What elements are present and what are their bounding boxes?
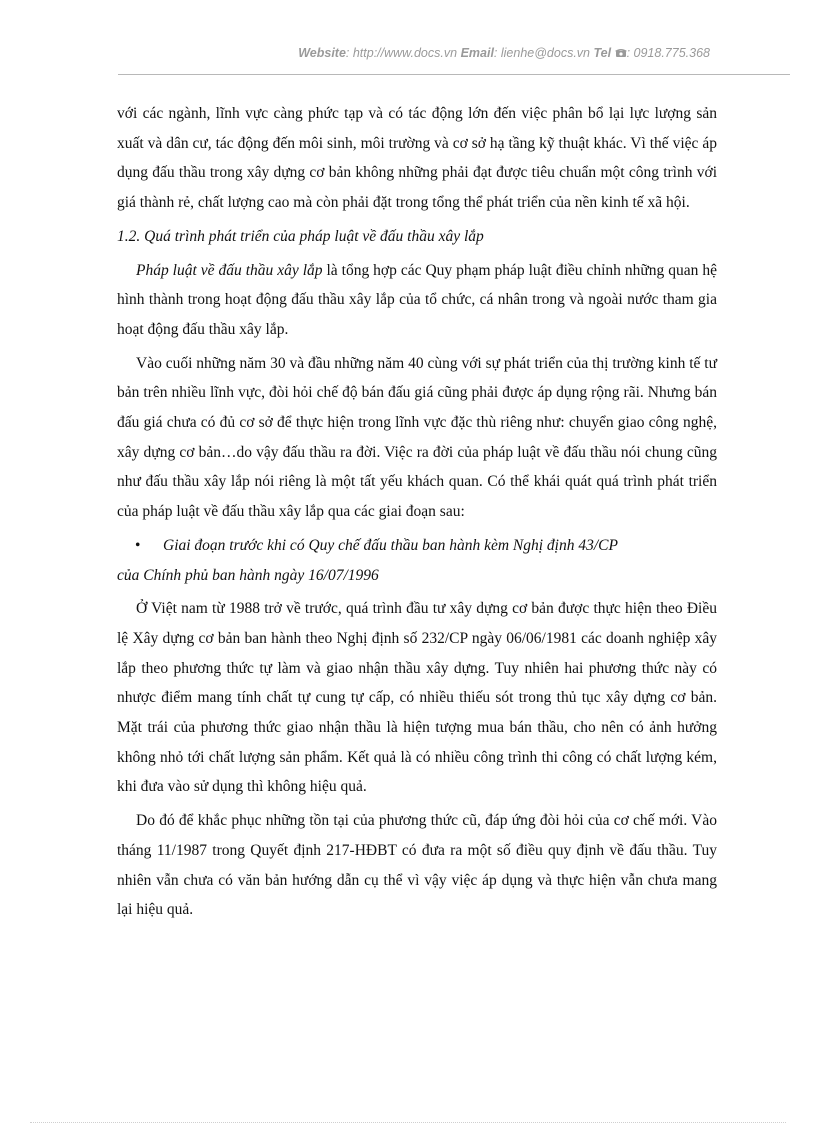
tel-label: Tel (593, 46, 612, 60)
paragraph-1: với các ngành, lĩnh vực càng phức tạp và có tác động lớn đến việc phân bổ lại lực lượng sản xuất và dân cư, tác động đến môi sinh, môi trường và cơ sở hạ tầng kỹ thuật khác. Vì thế việc áp dụng đấu thầu trong xây dựng cơ bản không những phải đạt được tiêu chuẩn một công trình với giá thành rẻ, chất lượng cao mà còn phải đặt trong tổng thể phát triển của nền kinh tế xã hội. (117, 105, 717, 212)
phone-icon (615, 48, 627, 58)
paragraph-4: Ở Việt nam từ 1988 trở về trước, quá trình đầu tư xây dựng cơ bản được thực hiện theo Điều lệ Xây dựng cơ bản ban hành theo Nghị định số 232/CP ngày 06/06/1981 các doanh nghiệp xây lắp theo phương thức tự làm và giao nhận thầu xây dựng. Tuy nhiên hai phương thức này có nhược điểm mang tính chất tự cung tự cấp, có nhiều thiếu sót trong thủ tục xây dựng cơ bản. Mặt trái của phương thức giao nhận thầu là hiện tượng mua bán thầu, cho nên có ảnh hưởng không nhỏ tới chất lượng sản phẩm. Kết quả là có nhiều công trình thi công có chất lượng kém, khi đưa vào sử dụng thì không hiệu quả. (117, 600, 717, 796)
paragraph-3: Vào cuối những năm 30 và đầu những năm 40 cùng với sự phát triển của thị trường kinh tế tư bản trên nhiều lĩnh vực, đòi hỏi chế độ bán đấu giá cũng phải được áp dụng rộng rãi. Nhưng bán đấu giá chưa có đủ cơ sở để thực hiện trong lĩnh vực đặc thù riêng như: chuyển giao công nghệ, xây dựng cơ bản…do vậy đấu thầu ra đời. Việc ra đời của pháp luật về đấu thầu nói chung cũng như đấu thầu xây lắp nói riêng là một tất yếu khách quan. Có thể khái quát quá trình phát triển của pháp luật về đấu thầu xây lắp qua các giai đoạn sau: (117, 354, 717, 521)
tel-value: : 0918.775.368 (626, 46, 710, 60)
website-value[interactable]: : http://www.docs.vn (345, 46, 458, 60)
bullet-line-1: Giai đoạn trước khi có Quy chế đấu thầu ban hành kèm Nghị định 43/CP (163, 536, 618, 554)
email-value[interactable]: : lienhe@docs.vn (493, 46, 590, 60)
bullet-item (117, 531, 717, 561)
document-body (117, 99, 717, 929)
email-label: Email (460, 46, 494, 60)
paragraph-5: Do đó để khắc phục những tồn tại của phương thức cũ, đáp ứng đòi hỏi của cơ chế mới. Vào tháng 11/1987 trong Quyết định 217-HĐBT có đưa ra một số điều quy định về đấu thầu. Tuy nhiên vẫn chưa có văn bản hướng dẫn cụ thể vì vậy việc áp dụng và thực hiện vẫn chưa mang lại hiệu quả. (117, 812, 717, 919)
section-heading: 1.2. Quá trình phát triển của pháp luật về đấu thầu xây lắp (117, 227, 484, 245)
bullet-line-2: của Chính phủ ban hành ngày 16/07/1996 (117, 566, 379, 584)
paragraph-2-text: là tổng hợp các Quy phạm pháp luật điều chỉnh những quan hệ hình thành trong hoạt động đấu thầu xây lắp của tổ chức, cá nhân trong và ngoài nước tham gia hoạt động đấu thầu xây lắp. (117, 261, 717, 338)
page-header (118, 46, 710, 60)
header-divider (118, 74, 790, 75)
defined-term: Pháp luật về đấu thầu xây lắp (136, 261, 323, 279)
bullet-mark: • (135, 536, 141, 554)
website-label: Website (298, 46, 346, 60)
paragraph-2 (117, 256, 717, 345)
